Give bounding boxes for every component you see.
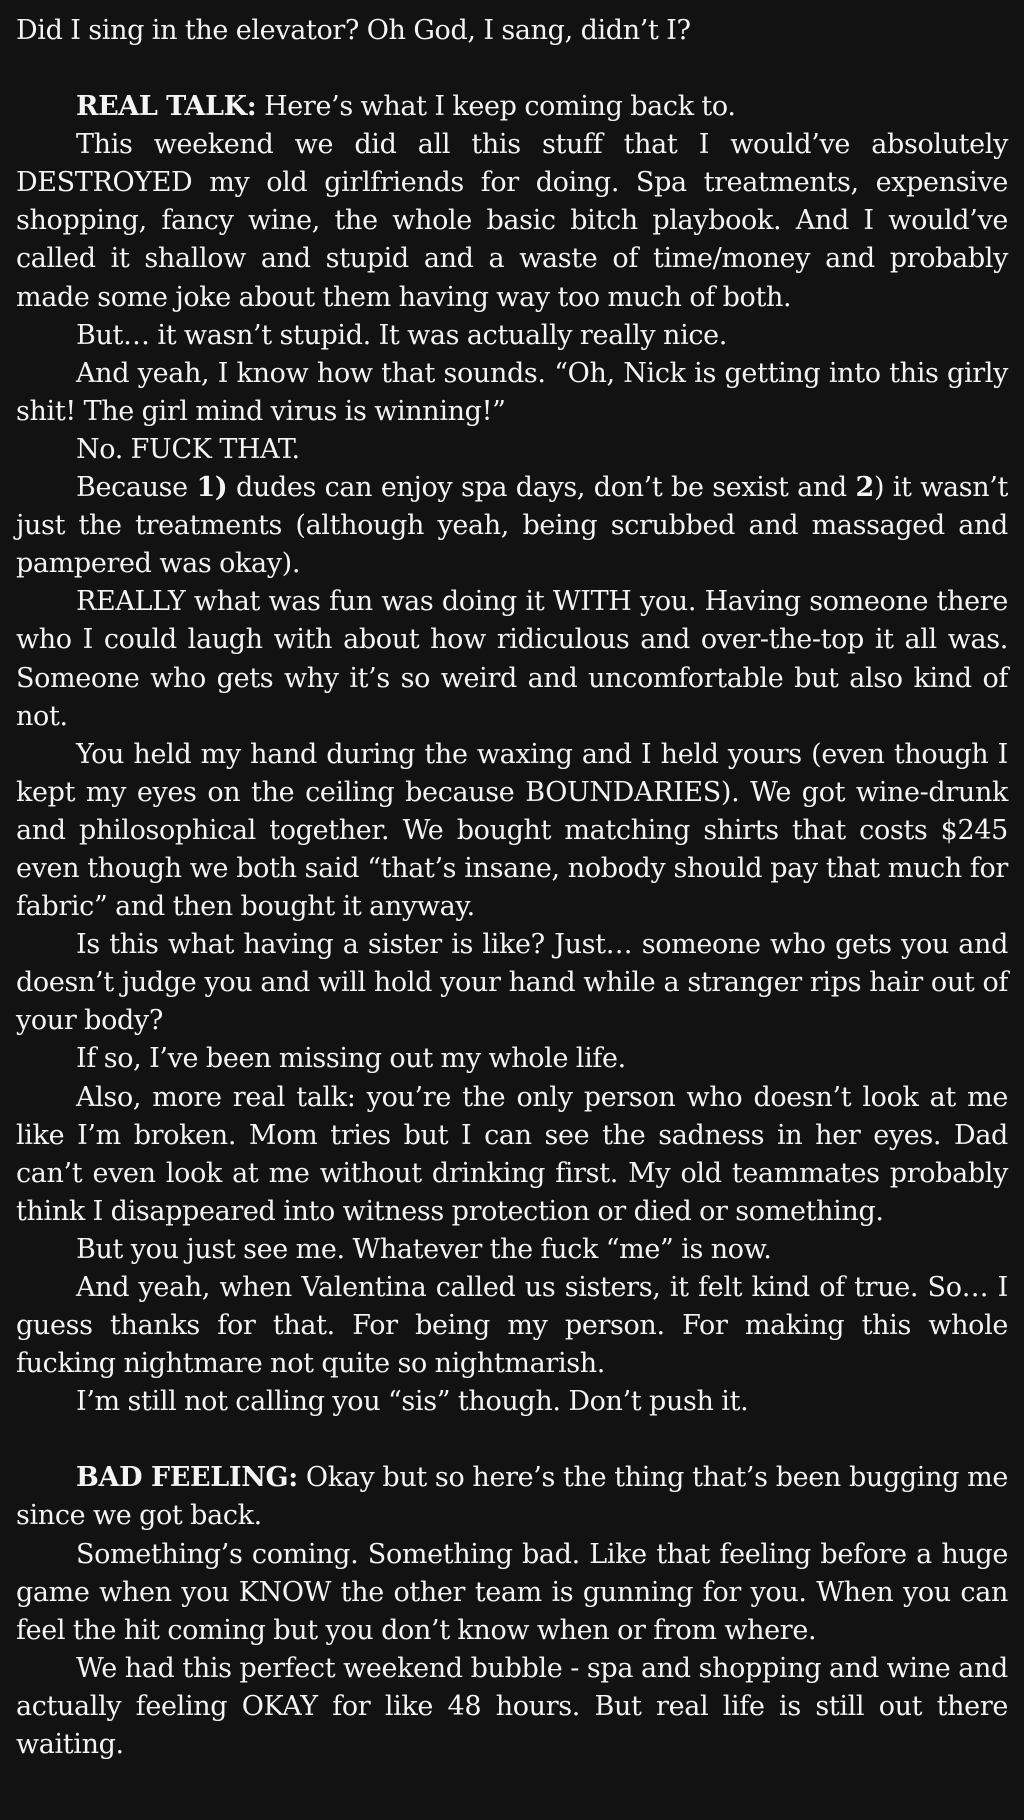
p5-part-a: Because [76, 472, 197, 504]
section-gap [16, 50, 1008, 88]
p5-part-c: ) it wasn’t just the treatments (although yeah, being scrubbed and massaged and pampered was okay). [16, 472, 1008, 580]
bad-feeling-heading: BAD FEELING: [76, 1462, 298, 1494]
real-talk-intro [16, 88, 1008, 126]
real-talk-paragraph-9: If so, I’ve been missing out my whole life. [76, 1043, 626, 1075]
section-gap [16, 1421, 1008, 1459]
real-talk-heading: REAL TALK: [76, 91, 257, 123]
real-talk-paragraph-8: Is this what having a sister is like? Just… someone who gets you and doesn’t judge you and will hold your hand while a stranger rips hair out of your body? [16, 929, 1008, 1037]
real-talk-paragraph-10: Also, more real talk: you’re the only person who doesn’t look at me like I’m broken. Mom tries but I can see the sadness in her eyes. Dad can’t even look at me without drinking first. My old teammates probably think I disappeared into witness protection or died or something. [16, 1081, 1008, 1227]
bad-feeling-lead: Okay but so here’s the thing that’s been bugging me since we got back. [16, 1462, 1009, 1532]
bad-feeling-paragraph-1: Something’s coming. Something bad. Like that feeling before a huge game when you KNOW the other team is gunning for you. When you can feel the hit coming but you don’t know when or from where. [16, 1538, 1008, 1646]
list-marker-1: 1) [196, 472, 228, 504]
bad-feeling-intro [16, 1459, 1008, 1535]
real-talk-lead: Here’s what I keep coming back to. [256, 91, 736, 123]
real-talk-paragraph-5 [16, 469, 1008, 583]
real-talk-paragraph-4: No. FUCK THAT. [76, 433, 300, 465]
list-marker-2: 2 [855, 472, 874, 504]
real-talk-paragraph-3: And yeah, I know how that sounds. “Oh, Nick is getting into this girly shit! The girl mind virus is winning!” [16, 357, 1008, 427]
opening-line: Did I sing in the elevator? Oh God, I sang, didn’t I? [16, 15, 691, 46]
real-talk-paragraph-13: I’m still not calling you “sis” though. Don’t push it. [76, 1386, 749, 1418]
real-talk-paragraph-12: And yeah, when Valentina called us sisters, it felt kind of true. So… I guess thanks for that. For being my person. For making this whole fucking nightmare not quite so nightmarish. [16, 1272, 1008, 1380]
real-talk-paragraph-7: You held my hand during the waxing and I held yours (even though I kept my eyes on the ceiling because BOUNDARIES). We got wine-drunk and philosophical together. We bought matching shirts that costs $245 even though we both said “that’s insane, nobody should pay that much for fabric” and then bought it anyway. [16, 738, 1008, 923]
real-talk-paragraph-6: REALLY what was fun was doing it WITH you. Having someone there who I could laugh with about how ridiculous and over-the-top it all was. Someone who gets why it’s so weird and uncomfortable but also kind of not. [16, 586, 1008, 732]
real-talk-paragraph-11: But you just see me. Whatever the fuck “me” is now. [76, 1233, 772, 1265]
p5-part-b: dudes can enjoy spa days, don’t be sexist and [227, 472, 856, 504]
bad-feeling-paragraph-2: We had this perfect weekend bubble - spa and shopping and wine and actually feeling OKAY for like 48 hours. But real life is still out there waiting. [16, 1652, 1008, 1761]
real-talk-paragraph-2: But… it wasn’t stupid. It was actually really nice. [76, 319, 728, 351]
real-talk-paragraph-1: This weekend we did all this stuff that I would’ve absolutely DESTROYED my old girlfriends for doing. Spa treatments, expensive shopping, fancy wine, the whole basic bitch playbook. And I would’ve called it shallow and stupid and a waste of time/money and probably made some joke about them having way too much of both. [16, 129, 1008, 313]
